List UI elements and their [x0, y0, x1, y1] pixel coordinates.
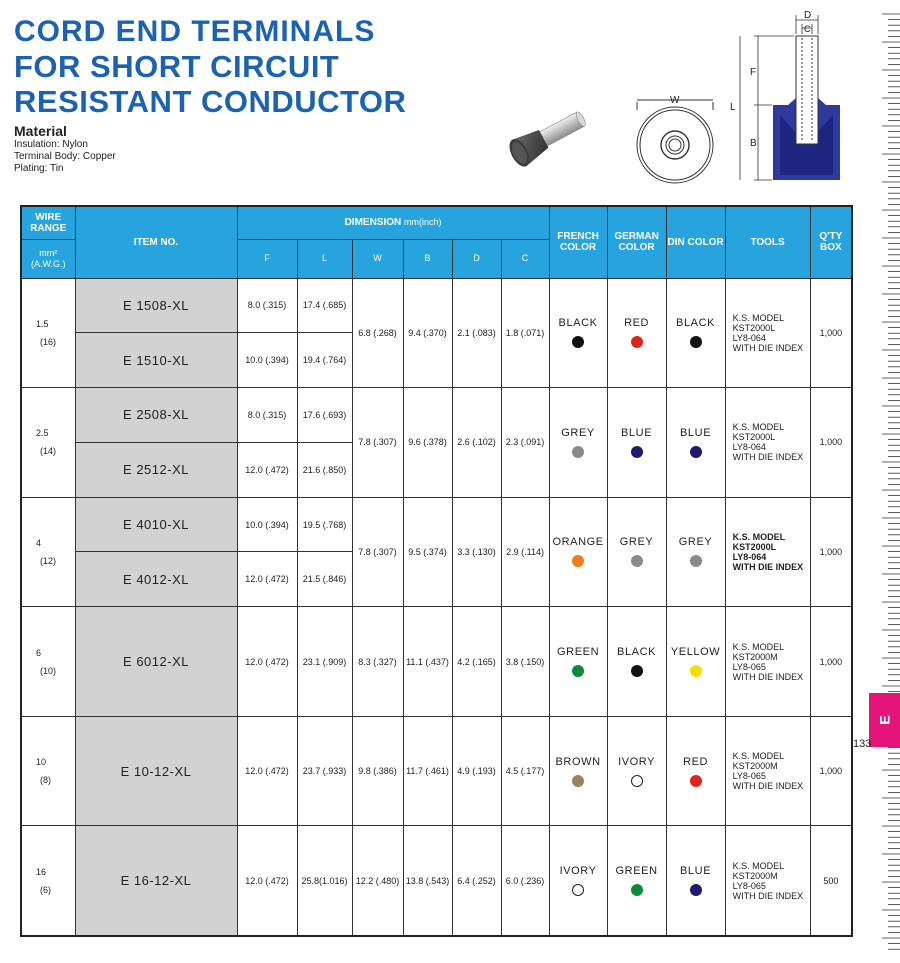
qty-box: 1,000 [810, 607, 852, 717]
din-color-swatch [690, 555, 702, 567]
header-wire-range: WIRE RANGE [21, 206, 75, 239]
dim-f: 10.0 (.394) [237, 497, 297, 552]
dim-b: 13.8 (.543) [403, 826, 452, 936]
dim-c: 2.9 (.114) [501, 497, 549, 607]
spec-table [20, 205, 853, 937]
table-row [21, 388, 852, 443]
din-color-name: RED [683, 755, 709, 768]
title-line-2: FOR SHORT CIRCUIT [14, 49, 340, 84]
item-number: E 2508-XL [75, 388, 237, 443]
dim-b: 9.5 (.374) [403, 497, 452, 607]
tools-line: K.S. MODEL [732, 531, 786, 542]
din-color-cell [666, 826, 725, 936]
header-wire-unit: mm² (A.W.G.) [21, 239, 75, 278]
tools-line: KST2000M [732, 870, 778, 881]
tools-cell [725, 388, 810, 498]
german-color-name: IVORY [618, 755, 656, 768]
table-row [21, 607, 852, 717]
material-heading: Material [14, 123, 67, 139]
tools-cell [725, 716, 810, 826]
dim-l: 19.5 (.768) [297, 497, 352, 552]
german-color-cell [607, 388, 666, 498]
section-tab [869, 693, 900, 747]
dim-c: 2.3 (.091) [501, 388, 549, 498]
dim-l: 23.7 (.933) [297, 716, 352, 826]
item-number: E 10-12-XL [75, 716, 237, 826]
dim-l: 21.6 (.850) [297, 442, 352, 497]
german-color-cell [607, 278, 666, 388]
title-line-1: CORD END TERMINALS [14, 15, 376, 48]
french-color-name: BLACK [558, 317, 598, 330]
header-b: B [403, 239, 452, 278]
dim-f: 8.0 (.315) [237, 278, 297, 333]
dim-w: 9.8 (.386) [352, 716, 403, 826]
qty-box: 1,000 [810, 716, 852, 826]
header-german-color: GERMAN COLOR [607, 206, 666, 278]
tools-line: KST2000L [732, 432, 776, 443]
dim-d: 6.4 (.252) [452, 826, 501, 936]
dim-c: 1.8 (.071) [501, 278, 549, 388]
table-row [21, 497, 852, 552]
german-color-name: GREEN [615, 865, 658, 878]
title-line-3: RESISTANT CONDUCTOR [14, 84, 407, 119]
item-number: E 4012-XL [75, 552, 237, 607]
din-color-name: BLUE [680, 426, 712, 439]
french-color-swatch [572, 884, 584, 896]
tools-line: K.S. MODEL [732, 751, 785, 762]
header-french-color: FRENCH COLOR [549, 206, 607, 278]
german-color-swatch [631, 884, 643, 896]
dim-b: 9.4 (.370) [403, 278, 452, 388]
header-dimension: DIMENSION mm(inch) [237, 206, 549, 239]
dim-d: 4.9 (.193) [452, 716, 501, 826]
din-color-name: GREY [678, 536, 713, 549]
table-row [21, 826, 852, 936]
tools-line: K.S. MODEL [732, 312, 785, 323]
tools-line: K.S. MODEL [732, 422, 785, 433]
dim-f: 12.0 (.472) [237, 442, 297, 497]
german-color-name: RED [624, 317, 650, 330]
qty-box: 1,000 [810, 497, 852, 607]
tools-line: KST2000M [732, 761, 778, 772]
german-color-swatch [631, 336, 643, 348]
header-item-no: ITEM NO. [75, 206, 237, 278]
german-color-swatch [631, 665, 643, 677]
tools-line: LY8-064 [732, 442, 766, 453]
din-color-swatch [690, 775, 702, 787]
tools-line: WITH DIE INDEX [732, 561, 804, 572]
tools-line: LY8-065 [732, 771, 766, 782]
dim-c: 6.0 (.236) [501, 826, 549, 936]
french-color-swatch [572, 775, 584, 787]
french-color-cell [549, 716, 607, 826]
french-color-name: GREEN [557, 646, 600, 659]
tools-line: WITH DIE INDEX [732, 781, 804, 792]
french-color-name: ORANGE [552, 536, 604, 549]
header-l: L [297, 239, 352, 278]
dim-d: 3.3 (.130) [452, 497, 501, 607]
dim-f: 12.0 (.472) [237, 552, 297, 607]
din-color-cell [666, 607, 725, 717]
french-color-cell [549, 826, 607, 936]
dimension-drawing [630, 10, 850, 195]
dim-f: 12.0 (.472) [237, 826, 297, 936]
label-d: D [804, 10, 812, 21]
german-color-swatch [631, 446, 643, 458]
french-color-cell [549, 388, 607, 498]
tools-line: WITH DIE INDEX [732, 452, 804, 463]
french-color-cell [549, 278, 607, 388]
din-color-name: BLUE [680, 865, 712, 878]
german-color-cell [607, 716, 666, 826]
french-color-swatch [572, 336, 584, 348]
german-color-swatch [631, 775, 643, 787]
tools-line: KST2000L [732, 541, 777, 552]
din-color-swatch [690, 884, 702, 896]
dim-f: 12.0 (.472) [237, 607, 297, 717]
din-color-cell [666, 716, 725, 826]
dim-d: 2.6 (.102) [452, 388, 501, 498]
dim-d: 2.1 (.083) [452, 278, 501, 388]
dim-w: 6.8 (.268) [352, 278, 403, 388]
wire-range-cell: 6 (10) [21, 607, 75, 717]
dim-b: 9.6 (.378) [403, 388, 452, 498]
wire-range-cell: 10 (8) [21, 716, 75, 826]
wire-range-cell: 1.5 (16) [21, 278, 75, 388]
wire-range-cell: 2.5 (14) [21, 388, 75, 498]
dim-c: 4.5 (.177) [501, 716, 549, 826]
din-color-swatch [690, 446, 702, 458]
tools-line: K.S. MODEL [732, 641, 785, 652]
din-color-cell [666, 278, 725, 388]
dim-w: 7.8 (.307) [352, 388, 403, 498]
dim-c: 3.8 (.150) [501, 607, 549, 717]
header-d: D [452, 239, 501, 278]
qty-box: 1,000 [810, 278, 852, 388]
dim-f: 10.0 (.394) [237, 333, 297, 388]
header-qty-box: Q'TY BOX [810, 206, 852, 278]
din-color-swatch [690, 665, 702, 677]
tools-line: LY8-065 [732, 661, 766, 672]
tools-line: WITH DIE INDEX [732, 671, 804, 682]
dim-l: 17.6 (.693) [297, 388, 352, 443]
german-color-name: BLUE [621, 426, 653, 439]
dim-w: 12.2 (.480) [352, 826, 403, 936]
qty-box: 500 [810, 826, 852, 936]
page-title [14, 14, 406, 119]
tools-cell [725, 607, 810, 717]
material-plating: Plating: Tin [14, 163, 64, 174]
header-f: F [237, 239, 297, 278]
dim-f: 8.0 (.315) [237, 388, 297, 443]
item-number: E 6012-XL [75, 607, 237, 717]
label-w: W [670, 95, 680, 106]
german-color-cell [607, 826, 666, 936]
german-color-cell [607, 607, 666, 717]
din-color-name: YELLOW [670, 646, 721, 659]
dim-l: 21.5 (.846) [297, 552, 352, 607]
din-color-swatch [690, 336, 702, 348]
material-section [14, 123, 116, 175]
tools-line: WITH DIE INDEX [732, 890, 804, 901]
material-insulation: Insulation: Nylon [14, 139, 88, 150]
dim-w: 8.3 (.327) [352, 607, 403, 717]
header-w: W [352, 239, 403, 278]
material-body: Terminal Body: Copper [14, 151, 116, 162]
section-tab-letter: E [876, 715, 893, 725]
label-f: F [750, 67, 757, 78]
dim-l: 19.4 (.764) [297, 333, 352, 388]
din-color-name: BLACK [676, 317, 716, 330]
page-number: 133 [853, 738, 872, 750]
german-color-name: GREY [619, 536, 654, 549]
tools-line: LY8-064 [732, 332, 766, 343]
tools-cell [725, 497, 810, 607]
dim-b: 11.1 (.437) [403, 607, 452, 717]
product-photo [505, 100, 595, 185]
german-color-name: BLACK [617, 646, 657, 659]
dim-f: 12.0 (.472) [237, 716, 297, 826]
item-number: E 4010-XL [75, 497, 237, 552]
german-color-cell [607, 497, 666, 607]
wire-range-cell: 4 (12) [21, 497, 75, 607]
dim-l: 23.1 (.909) [297, 607, 352, 717]
wire-range-cell: 16 (6) [21, 826, 75, 936]
header-din-color: DIN COLOR [666, 206, 725, 278]
french-color-cell [549, 497, 607, 607]
item-number: E 2512-XL [75, 442, 237, 497]
french-color-swatch [572, 665, 584, 677]
table-row [21, 716, 852, 826]
french-color-swatch [572, 446, 584, 458]
label-c: C [804, 24, 811, 34]
item-number: E 1510-XL [75, 333, 237, 388]
tools-line: LY8-064 [732, 551, 767, 562]
header-tools: TOOLS [725, 206, 810, 278]
item-number: E 1508-XL [75, 278, 237, 333]
french-color-name: IVORY [559, 865, 597, 878]
tools-line: K.S. MODEL [732, 860, 785, 871]
dim-w: 7.8 (.307) [352, 497, 403, 607]
tools-cell [725, 278, 810, 388]
tools-cell [725, 826, 810, 936]
dim-b: 11.7 (.461) [403, 716, 452, 826]
tools-line: LY8-065 [732, 880, 766, 891]
label-b: B [750, 138, 757, 149]
french-color-name: GREY [561, 426, 595, 439]
dim-l: 17.4 (.685) [297, 278, 352, 333]
item-number: E 16-12-XL [75, 826, 237, 936]
tools-line: KST2000M [732, 651, 778, 662]
page-edge-ruler [880, 0, 900, 958]
dim-d: 4.2 (.165) [452, 607, 501, 717]
label-l: L [730, 102, 736, 113]
table-row [21, 278, 852, 333]
header-c: C [501, 239, 549, 278]
dim-l: 25.8(1.016) [297, 826, 352, 936]
french-color-cell [549, 607, 607, 717]
qty-box: 1,000 [810, 388, 852, 498]
german-color-swatch [631, 555, 643, 567]
din-color-cell [666, 497, 725, 607]
french-color-name: BROWN [555, 755, 601, 768]
din-color-cell [666, 388, 725, 498]
french-color-swatch [572, 555, 584, 567]
tools-line: KST2000L [732, 322, 776, 333]
tools-line: WITH DIE INDEX [732, 342, 804, 353]
